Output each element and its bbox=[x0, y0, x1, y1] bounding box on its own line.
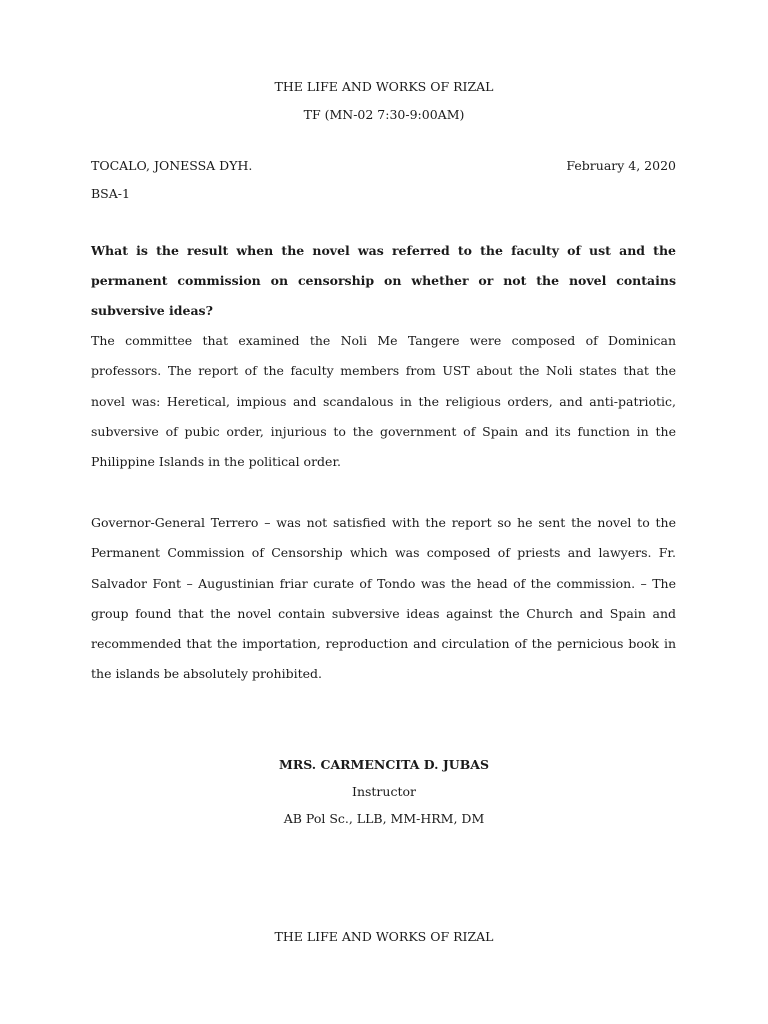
essay-question: What is the result when the novel was referred to the faculty of ust and the permanent commission on censorship on whether or not the novel contains subversive ideas? bbox=[91, 243, 676, 318]
document-date: February 4, 2020 bbox=[566, 158, 676, 173]
instructor-credentials: AB Pol Sc., LLB, MM-HRM, DM bbox=[283, 811, 485, 826]
answer-paragraph-2: Governor-General Terrero – was not satisfied with the report so he sent the novel to the Permanent Commission of Censorship which was composed of priests and lawyers. Fr. Salvador Font – Augustinian friar curate of Tondo was the head of the commission. – The group found that the novel contain subversive ideas against the Church and Spain and recommended that the importation, reproduction and circulation of the pernicious book in the islands be absolutely prohibited. bbox=[91, 515, 676, 682]
answer-paragraph-1: The committee that examined the Noli Me Tangere were composed of Dominican professors. The report of the faculty members from UST about the Noli states that the novel was: Heretical, impious and scandalous in the religious orders, and anti-patriotic, subversive of pubic order, injurious to the government of Spain and its function in the Philippine Islands in the political order. bbox=[91, 333, 676, 470]
course-title: THE LIFE AND WORKS OF RIZAL bbox=[274, 79, 494, 94]
instructor-role: Instructor bbox=[352, 784, 416, 799]
instructor-name: MRS. CARMENCITA D. JUBAS bbox=[278, 757, 489, 772]
next-page-course-title: THE LIFE AND WORKS OF RIZAL bbox=[274, 929, 494, 944]
class-schedule: TF (MN-02 7:30-9:00AM) bbox=[303, 107, 465, 122]
student-name: TOCALO, JONESSA DYH. bbox=[91, 158, 253, 173]
student-section: BSA-1 bbox=[91, 186, 130, 201]
